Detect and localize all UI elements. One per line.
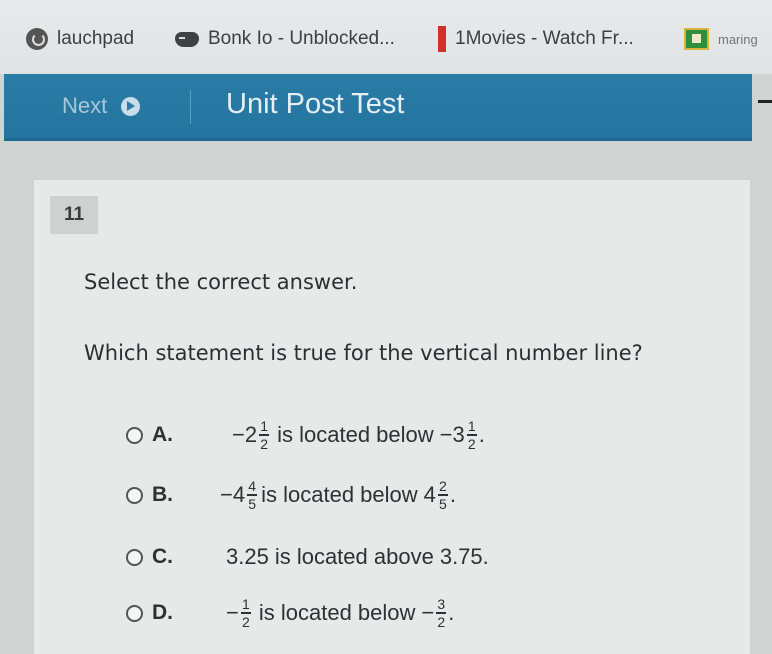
launchpad-icon: [26, 28, 48, 50]
radio-button[interactable]: [126, 487, 143, 504]
question-prompt: Which statement is true for the vertical number line?: [84, 341, 643, 365]
option-a[interactable]: [126, 415, 485, 455]
fraction: $\frac{1}{2}$: [467, 418, 476, 452]
next-label: Next: [62, 93, 108, 118]
question-number: 11: [50, 196, 98, 234]
fraction: $\frac{2}{5}$: [439, 478, 447, 512]
arrow-right-icon: [121, 97, 140, 116]
fraction: $\frac{1}{2}$: [241, 596, 250, 630]
test-header: [4, 74, 752, 141]
bookmark-maring[interactable]: [684, 26, 758, 52]
classroom-icon: [684, 28, 709, 50]
next-button[interactable]: [62, 92, 140, 120]
option-text: − 2 $\frac{1}{2}$ is located below − 3 $\frac{1}{2}$ .: [232, 418, 485, 452]
fraction: $\frac{1}{2}$: [260, 418, 268, 452]
radio-button[interactable]: [126, 427, 143, 444]
movies-icon: [438, 26, 446, 52]
scroll-indicator: [758, 100, 772, 103]
bookmark-label: 1Movies - Watch Fr...: [455, 28, 634, 49]
radio-button[interactable]: [126, 549, 143, 566]
fraction: $\frac{4}{5}$: [248, 478, 256, 512]
option-text: 3.25 is located above 3.75 .: [226, 544, 489, 569]
option-d[interactable]: [126, 593, 454, 633]
bookmarks-bar: [0, 0, 772, 74]
option-letter: C.: [152, 545, 173, 568]
radio-button[interactable]: [126, 605, 143, 622]
option-text: − $\frac{1}{2}$ is located below − $\frac{3}{2}$ .: [226, 596, 455, 630]
question-instruction: Select the correct answer.: [84, 270, 358, 294]
bookmark-launchpad[interactable]: [26, 26, 134, 52]
option-b[interactable]: [126, 475, 456, 515]
page-title: Unit Post Test: [226, 88, 405, 120]
option-c[interactable]: [126, 537, 489, 577]
header-divider: [190, 90, 191, 124]
bookmark-bonk-io[interactable]: [175, 26, 395, 52]
option-letter: A.: [152, 423, 173, 446]
option-text: − 4 $\frac{4}{5}$ is located below 4 $\frac{2}{5}$ .: [220, 478, 457, 512]
option-letter: D.: [152, 601, 173, 624]
bookmark-label: lauchpad: [57, 28, 135, 49]
option-letter: B.: [152, 483, 173, 506]
bookmark-label: Bonk Io - Unblocked...: [208, 28, 395, 49]
bookmark-1movies[interactable]: [430, 26, 634, 52]
bookmark-label: maring: [718, 31, 758, 47]
fraction: $\frac{3}{2}$: [437, 596, 446, 630]
gamepad-icon: [175, 32, 199, 47]
